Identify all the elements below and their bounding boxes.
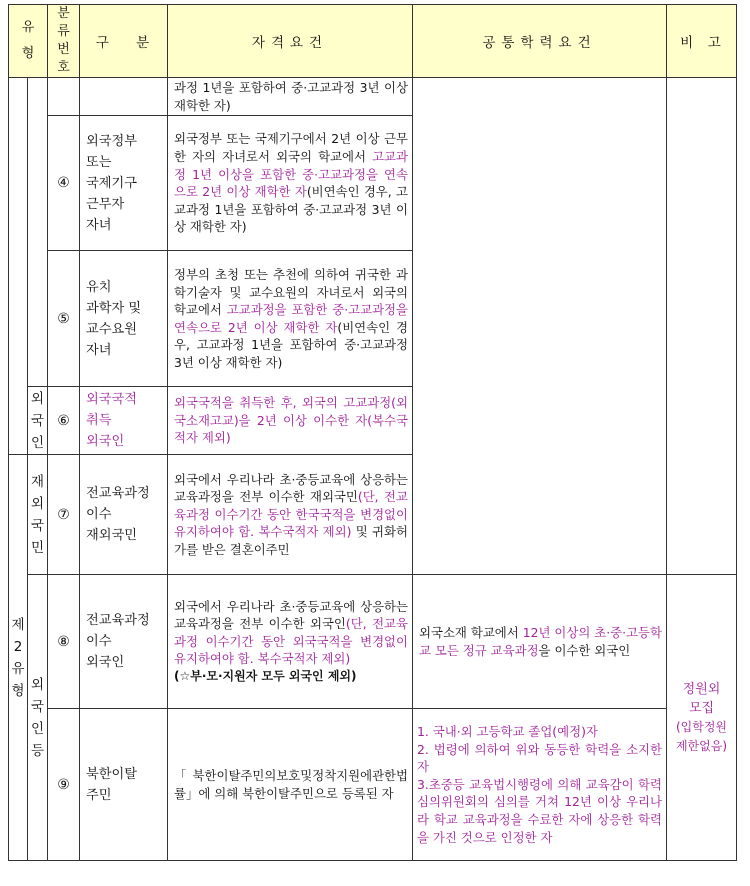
table-row	[9, 78, 737, 116]
eligibility-text: 「북한이탈주민의보호및정착지원에관한법률」에 의해 북한이탈주민으로 등록된 자	[174, 768, 408, 801]
table-header-row	[9, 5, 737, 78]
common-highlight: 12년 이상의 초·중·고등학교 모든 정규 교육과정	[419, 625, 662, 658]
eligibility-cell	[168, 455, 413, 575]
remark-line: 모집	[688, 700, 715, 716]
header-type	[9, 5, 48, 78]
division-line: 국제기구	[86, 175, 137, 191]
header-code-label: 분류번호	[57, 6, 70, 75]
eligibility-highlight: (단, 전교육과정 이수기간 동안 외국국적을 변경없이 유지하여야 함. 복수국적자 제외)	[174, 616, 408, 667]
row-number: ⑧	[48, 575, 80, 709]
division-cell	[80, 78, 168, 116]
division-cell	[80, 575, 168, 709]
common-text: 을 이수한 외국인	[538, 642, 631, 658]
header-division: 구 분	[80, 5, 168, 78]
division-line: 주민	[86, 787, 112, 803]
division-line: 외국인	[86, 434, 125, 450]
eligibility-text: 및 귀화허가를 받은 결혼이주민	[174, 524, 408, 558]
division-line: 또는	[86, 154, 112, 170]
eligibility-cell	[168, 251, 413, 387]
list-item: 3.초중등 교육법시행령에 의해 교육감이 학력심의위원회의 심의를 거쳐 12년 이상 우리나라 학교 교육과정을 수료한 자에 상응한 학력을 가진 것으로 인정한 자	[417, 776, 662, 845]
group-foreigner-label: 외국인	[30, 390, 45, 451]
remark-cell	[667, 575, 737, 861]
common-blank-cell	[413, 78, 667, 575]
eligibility-text: (비연속인 경우, 고교과정 1년을 포함하여 중·고교과정 3년 이상 재학한 자)	[174, 184, 408, 235]
common-text: 외국소재 학교에서	[419, 625, 523, 641]
division-line: 교수요원	[86, 321, 137, 337]
division-line: 전교육과정	[86, 486, 150, 502]
division-line: 과학자 및	[86, 300, 142, 316]
eligibility-cell	[168, 575, 413, 709]
division-line: 외국국적	[86, 392, 137, 408]
division-line: 외국인	[86, 655, 125, 671]
division-line: 외국정부	[86, 133, 137, 149]
eligibility-highlight: 고교과정을 포함한 중·고교과정을 연속으로 2년 이상 재학한 자	[174, 302, 408, 335]
header-eligibility: 자격요건	[168, 5, 413, 78]
common-cell	[413, 709, 667, 861]
division-line: 이수	[86, 507, 112, 523]
type-2-label: 제2유형	[11, 616, 25, 699]
eligibility-text: 외국정부 또는 국제기구에서 2년 이상 근무한 자의 자녀로서 외국의 학교에서	[174, 131, 408, 164]
eligibility-text: 외국에서 우리나라 초·중등교육에 상응하는 교육과정을 전부 이수한 재외국민	[174, 471, 408, 505]
eligibility-cell	[168, 387, 413, 455]
common-cell	[413, 575, 667, 709]
eligibility-text: 외국에서 우리나라 초·중등교육에 상응하는 교육과정을 전부 이수한 외국인	[174, 598, 408, 632]
division-cell	[80, 455, 168, 575]
group-blank-cell	[28, 78, 48, 387]
eligibility-cell	[168, 709, 413, 861]
division-line: 근무자	[86, 196, 125, 212]
admission-eligibility-table	[8, 4, 737, 861]
remark-line: 제한없음)	[675, 738, 728, 753]
eligibility-bold: (☆부·모·지원자 모두 외국인 제외)	[174, 669, 357, 684]
row-number: ⑨	[48, 709, 80, 861]
common-criteria-list	[413, 721, 666, 848]
header-code	[48, 5, 80, 78]
row-number: ④	[48, 116, 80, 251]
division-line: 재외국민	[86, 528, 137, 544]
group-foreigner-etc-label: 외국인등	[30, 676, 45, 759]
eligibility-text: 과정 1년을 포함하여 중·고교과정 3년 이상 재학한 자)	[174, 80, 408, 113]
eligibility-highlight: 고교과정 1년 이상을 포함한 중·고교과정을 연속으로 2년 이상 재학한 자	[174, 149, 408, 200]
division-cell	[80, 116, 168, 251]
division-line: 취득	[86, 413, 112, 429]
eligibility-cell	[168, 116, 413, 251]
eligibility-highlight: 외국국적을 취득한 후, 외국의 고교과정(외국소재고교)을 2년 이상 이수한 자(복수국적자 제외)	[174, 395, 408, 446]
division-cell	[80, 709, 168, 861]
table-row	[9, 575, 737, 709]
division-line: 자녀	[86, 342, 112, 358]
row-number: ⑦	[48, 455, 80, 575]
row-number: ⑤	[48, 251, 80, 387]
eligibility-cell	[168, 78, 413, 116]
header-type-label: 유형	[21, 20, 35, 61]
table-row	[9, 709, 737, 861]
remark-line: (입학정원	[675, 719, 728, 734]
group-overseas-korean	[28, 455, 48, 575]
division-cell	[80, 251, 168, 387]
division-line: 자녀	[86, 217, 112, 233]
group-foreigner	[28, 387, 48, 455]
eligibility-text: (비연속인 경우, 고교과정 1년을 포함하여 중·고교과정 3년 이상 재학한 자)	[174, 319, 408, 370]
type-blank-cell	[9, 78, 28, 455]
group-foreigner-etc	[28, 575, 48, 861]
header-remark: 비 고	[667, 5, 737, 78]
division-line: 이수	[86, 634, 112, 650]
type-2	[9, 455, 28, 861]
group-overseas-korean-label: 재외국민	[30, 473, 45, 556]
division-line: 북한이탈	[86, 766, 137, 782]
header-common: 공통학력요건	[413, 5, 667, 78]
remark-blank-cell	[667, 78, 737, 575]
division-line: 전교육과정	[86, 613, 150, 629]
eligibility-highlight: (단, 전교육과정 이수기간 동안 한국국적을 변경없이 유지하여야 함. 복수국적자 제외)	[174, 489, 408, 540]
list-item: 1. 국내·외 고등학교 졸업(예정)자	[417, 724, 598, 740]
row-number: ⑥	[48, 387, 80, 455]
division-line: 유치	[86, 279, 112, 295]
list-item: 2. 법령에 의하여 위와 동등한 학력을 소지한 자	[417, 741, 662, 775]
number-cell	[48, 78, 80, 116]
remark-line: 정원외	[682, 681, 721, 697]
division-cell	[80, 387, 168, 455]
eligibility-text: 정부의 초청 또는 추천에 의하여 귀국한 과학기술자 및 교수요원의 자녀로서 외국의 학교에서	[174, 266, 408, 318]
